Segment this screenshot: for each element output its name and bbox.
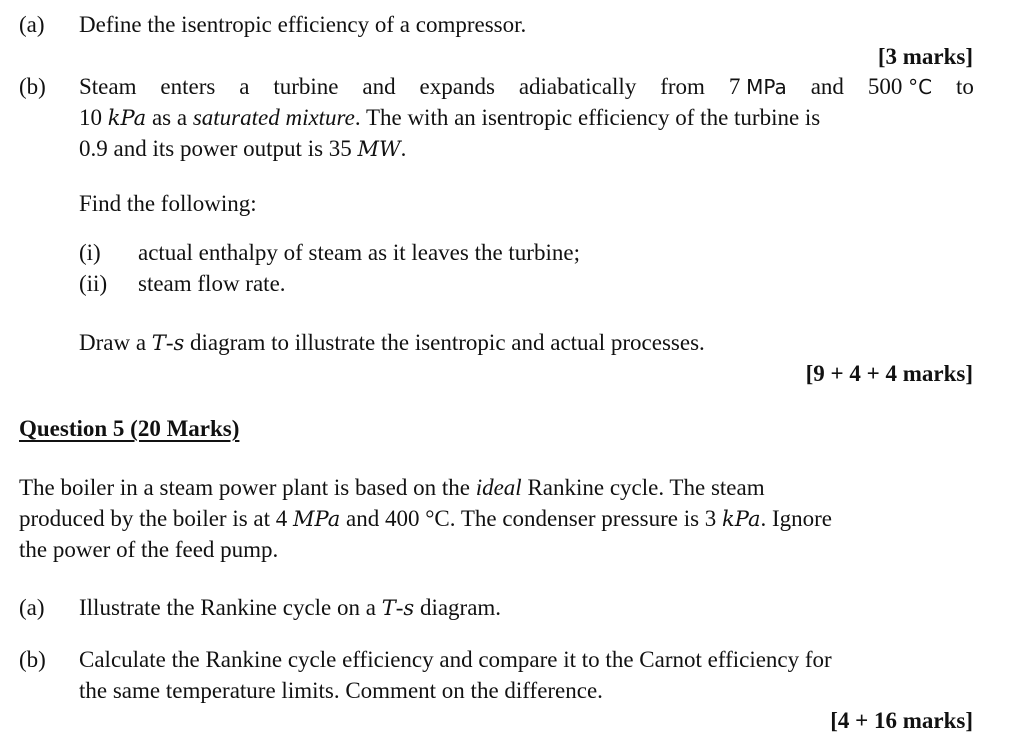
- q5-part-a-label: (a): [19, 595, 45, 620]
- q5-part-b-label: (b): [19, 647, 46, 672]
- temperature-value: 500 °C: [867, 74, 933, 99]
- item-ii-label: (ii): [79, 271, 108, 296]
- q5-marks: [4 + 16 marks]: [830, 708, 973, 733]
- q5-intro-line-3: the power of the feed pump.: [19, 537, 279, 562]
- q5-intro-line-1-text: The boiler in a steam power plant is based on the ideal Rankine cycle. The steam: [19, 475, 765, 500]
- part-b-line-1: [79, 72, 974, 102]
- word: from: [660, 74, 705, 99]
- question-5-heading: Question 5 (20 Marks): [19, 416, 240, 441]
- item-ii-text: steam flow rate.: [138, 271, 286, 296]
- part-b-line-3: 0.9 and its power output is 35 MW.: [79, 136, 407, 161]
- part-b-line-2: 10 kPa as a saturated mixture. The with an isentropic efficiency of the turbine is: [79, 105, 821, 130]
- part-a-text: Define the isentropic efficiency of a compressor.: [79, 12, 527, 37]
- item-i-text: actual enthalpy of steam as it leaves the turbine;: [138, 240, 580, 265]
- q5-intro-line-1: [19, 473, 974, 503]
- q5-part-b-line-2: the same temperature limits. Comment on the difference.: [79, 678, 603, 703]
- draw-instruction: Draw a T-s diagram to illustrate the isentropic and actual processes.: [79, 330, 705, 355]
- word: Steam: [79, 74, 137, 99]
- word: to: [955, 74, 974, 99]
- part-a-label: (a): [19, 12, 45, 37]
- word: and: [810, 74, 844, 99]
- word: a: [239, 74, 250, 99]
- word: adiabatically: [518, 74, 637, 99]
- pressure-value: 7 MPa: [728, 74, 787, 99]
- q5-part-b-line-1: Calculate the Rankine cycle efficiency and compare it to the Carnot efficiency for: [79, 647, 832, 672]
- word: enters: [160, 74, 216, 99]
- word: and: [362, 74, 396, 99]
- q5-intro-line-2: produced by the boiler is at 4 MPa and 400 °C. The condenser pressure is 3 kPa. Ignore: [19, 506, 833, 531]
- item-i-label: (i): [79, 240, 101, 265]
- part-a-marks: [3 marks]: [877, 44, 973, 69]
- word: expands: [419, 74, 495, 99]
- part-b-marks: [9 + 4 + 4 marks]: [805, 361, 973, 386]
- part-b-label: (b): [19, 74, 46, 99]
- find-following: Find the following:: [79, 191, 257, 216]
- word: turbine: [273, 74, 339, 99]
- q5-part-a-text: Illustrate the Rankine cycle on a T-s diagram.: [79, 595, 502, 620]
